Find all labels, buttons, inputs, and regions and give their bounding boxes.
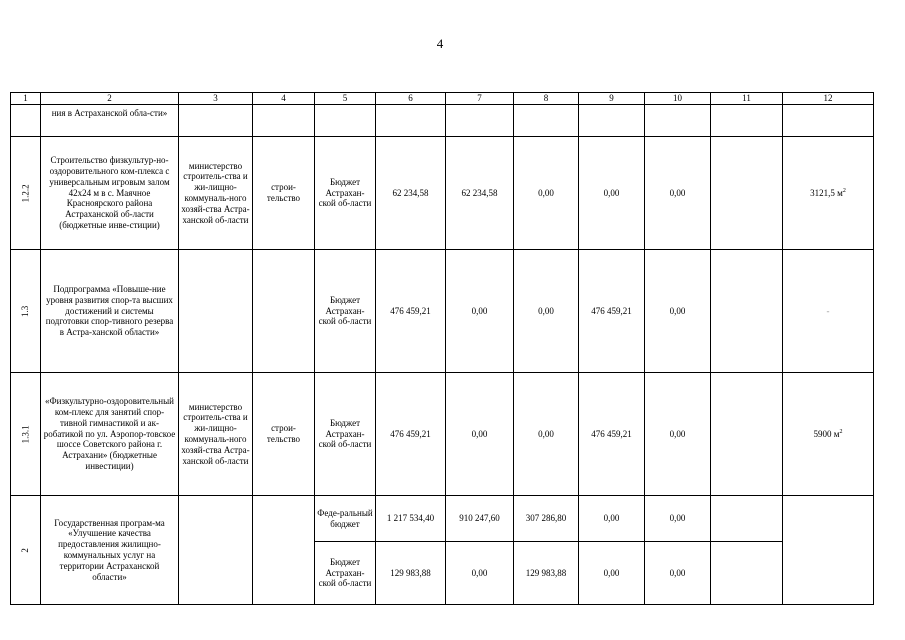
value-cell: 0,00: [579, 542, 645, 605]
value-cell: 476 459,21: [376, 373, 446, 496]
value-cell: 0,00: [514, 373, 579, 496]
row-number-cell: [11, 373, 41, 496]
row-number-cell: [11, 496, 41, 605]
type-cell: строи-тельство: [253, 137, 315, 250]
value-cell: 1 217 534,40: [376, 496, 446, 542]
type-cell: [253, 250, 315, 373]
header-cell: 4: [253, 93, 315, 105]
row-name-cell: ния в Астраханской обла-сти»: [41, 105, 179, 137]
value-cell: 129 983,88: [514, 542, 579, 605]
value-cell: 0,00: [645, 250, 711, 373]
value-cell: 910 247,60: [446, 496, 514, 542]
table-cell: [253, 105, 315, 137]
executor-cell: [179, 496, 253, 605]
header-cell: 9: [579, 93, 645, 105]
executor-cell: [179, 250, 253, 373]
header-cell: 3: [179, 93, 253, 105]
header-cell: 2: [41, 93, 179, 105]
value-cell: [711, 137, 783, 250]
source-cell: Бюджет Астрахан-ской об-ласти: [315, 137, 376, 250]
row-name-cell: Строительство физкультур-но-оздоровительного ком-плекса с универсальным игровым залом 42х24 м в с. Маячное Красноярского района Астраханской об-ласти (бюджетные инве-стиции): [41, 137, 179, 250]
table-cell: [579, 105, 645, 137]
indicator-value: 5900 м: [813, 428, 840, 439]
value-cell: 307 286,80: [514, 496, 579, 542]
table-cell: [711, 105, 783, 137]
row-number: 1.3.1: [20, 424, 31, 443]
value-cell: 476 459,21: [376, 250, 446, 373]
header-cell: 10: [645, 93, 711, 105]
value-cell: [711, 542, 783, 605]
page-number: 4: [436, 36, 444, 51]
value-cell: 0,00: [446, 373, 514, 496]
type-cell: строи-тельство: [253, 373, 315, 496]
row-number: 2: [20, 547, 31, 553]
source-cell: Феде-ральный бюджет: [315, 496, 376, 542]
type-cell: [253, 496, 315, 605]
value-cell: [711, 496, 783, 542]
table-cell: [446, 105, 514, 137]
value-cell: 129 983,88: [376, 542, 446, 605]
indicator-unit-exponent: 2: [842, 187, 846, 194]
header-cell: 12: [783, 93, 874, 105]
source-cell: Бюджет Астрахан-ской об-ласти: [315, 250, 376, 373]
table-cell: [645, 105, 711, 137]
row-number: 1.3: [20, 305, 31, 317]
budget-table: [10, 92, 874, 605]
value-cell: 62 234,58: [376, 137, 446, 250]
value-cell: 0,00: [514, 250, 579, 373]
table-cell: [315, 105, 376, 137]
value-cell: 0,00: [645, 373, 711, 496]
executor-cell: министерство строитель-ства и жи-лищно-коммуналь-ного хозяй-ства Астра-ханской об-ласти: [179, 373, 253, 496]
row-name-cell: Государственная програм-ма «Улучшение качества предоставления жилищно-коммунальных услуг на территории Астраханской области»: [41, 496, 179, 605]
header-cell: 5: [315, 93, 376, 105]
source-cell: Бюджет Астрахан-ской об-ласти: [315, 542, 376, 605]
table-cell: [514, 105, 579, 137]
header-cell: 11: [711, 93, 783, 105]
value-cell: 0,00: [514, 137, 579, 250]
row-name-cell: «Физкультурно-оздоровительный ком-плекс для занятий спор-тивной гимнастикой и ак-робатикой по ул. Аэропор-товское шоссе Советского района г. Астрахани» (бюджетные инвестиции): [41, 373, 179, 496]
table-row: [11, 496, 874, 542]
row-name-cell: Подпрограмма «Повыше-ние уровня развития спор-та высших достижений и системы подготовки спор-тивного резерва в Астра-ханской области»: [41, 250, 179, 373]
header-cell: 7: [446, 93, 514, 105]
table-cell: [783, 105, 874, 137]
table-row: [11, 250, 874, 373]
value-cell: 62 234,58: [446, 137, 514, 250]
row-number-cell: [11, 137, 41, 250]
indicator-cell: [783, 373, 874, 496]
value-cell: 476 459,21: [579, 373, 645, 496]
table-cell: [179, 105, 253, 137]
value-cell: 476 459,21: [579, 250, 645, 373]
table-row: [11, 137, 874, 250]
value-cell: 0,00: [645, 542, 711, 605]
executor-cell: министерство строитель-ства и жи-лищно-коммуналь-ного хозяй-ства Астра-ханской об-ласти: [179, 137, 253, 250]
indicator-cell: [783, 496, 874, 605]
header-row: [11, 93, 874, 105]
value-cell: 0,00: [645, 496, 711, 542]
value-cell: 0,00: [579, 496, 645, 542]
row-number-cell: [11, 105, 41, 137]
indicator-unit-exponent: 2: [839, 428, 843, 435]
table-cell: [376, 105, 446, 137]
value-cell: 0,00: [645, 137, 711, 250]
indicator-cell: -: [783, 250, 874, 373]
header-cell: 1: [11, 93, 41, 105]
header-cell: 8: [514, 93, 579, 105]
value-cell: 0,00: [446, 542, 514, 605]
indicator-cell: [783, 137, 874, 250]
header-cell: 6: [376, 93, 446, 105]
table-row: [11, 373, 874, 496]
value-cell: [711, 250, 783, 373]
source-cell: Бюджет Астрахан-ской об-ласти: [315, 373, 376, 496]
value-cell: 0,00: [446, 250, 514, 373]
value-cell: 0,00: [579, 137, 645, 250]
row-number: 1.2.2: [20, 183, 31, 202]
value-cell: [711, 373, 783, 496]
row-number-cell: [11, 250, 41, 373]
indicator-value: 3121,5 м: [810, 187, 843, 198]
table-row: [11, 105, 874, 137]
